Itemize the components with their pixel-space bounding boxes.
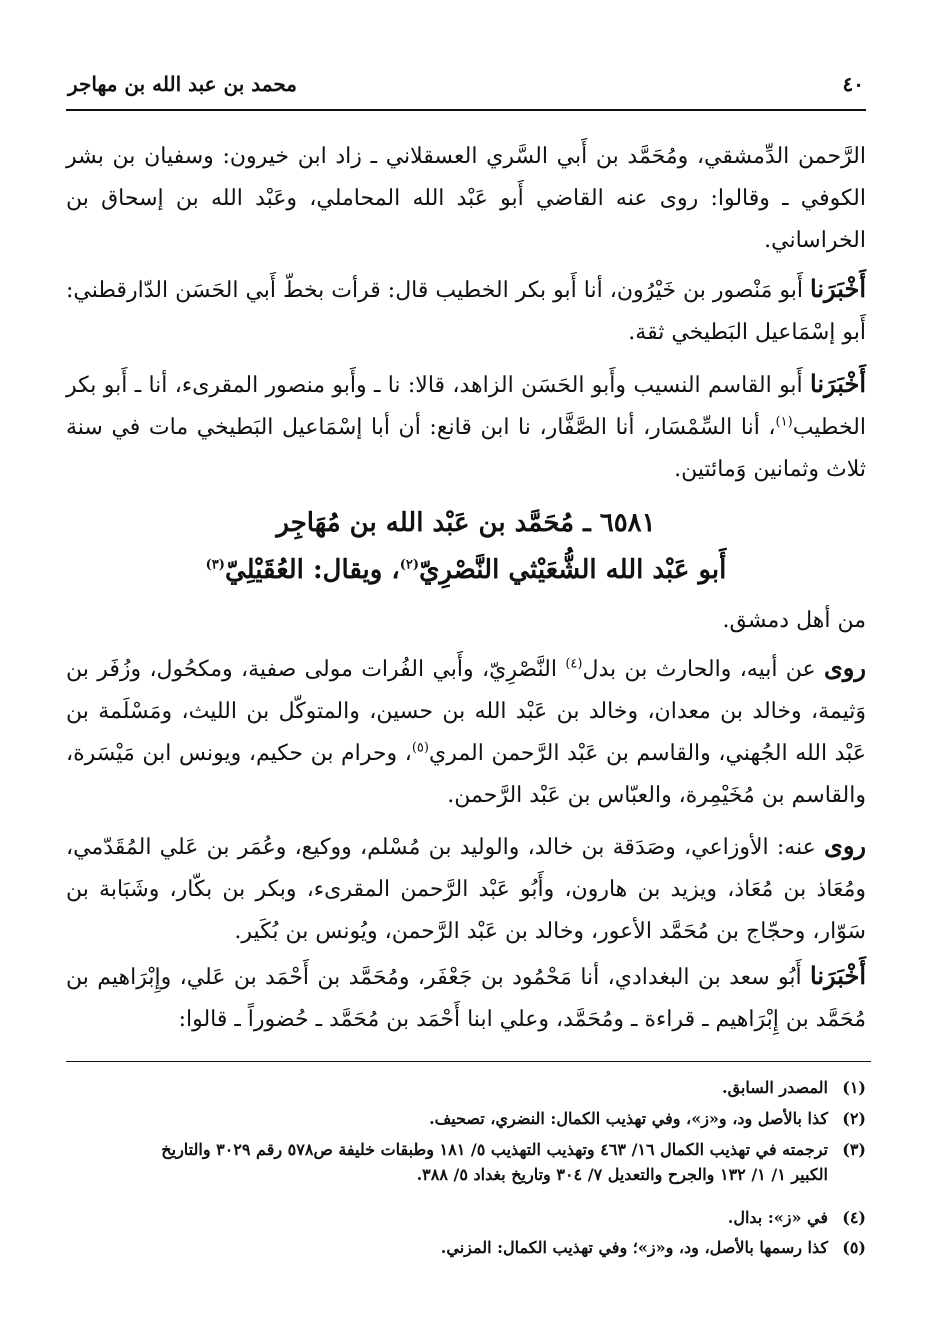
paragraph-7-text: أَبُو سعد بن البغدادي، أنا مَحْمُود بن جَعْفَر، ومُحَمَّد بن أَحْمَد بن عَلي، وإِبْرَاهيم بن مُحَمَّد بن إِبْرَاهيم ـ قراءة ـ ومُحَمَّد، وعلي ابنا أَحْمَد بن مُحَمَّد ـ حُضوراً ـ قالوا: [66,965,866,1032]
paragraph-2-text: أَبو مَنْصور بن خَيْرُون، أنا أَبو بكر الخطيب قال: قرأت بخطّ أَبي الحَسَن الدّارقطني: أَبو إسْمَاعيل البَطيخي ثقة. [66,278,866,345]
footnote-4 [66,1205,866,1230]
footnote-1 [66,1075,866,1100]
paragraph-2 [66,268,866,354]
footnote-text: في «ز»: بدال. [727,1208,828,1227]
paragraph-5-text-b: النَّصْرِيّ، وأَبي الفُرات مولى صفية، ومكحُول، وزُفَر بن وَثيمة، وخالد بن معدان، وخالد بن عَبْد الله بن حسين، والمتوكّل بن الليث، ومَسْلَمة بن عَبْد الله الجُهني، والقاسم بن عَبْد الرَّحمن المري [66,657,866,766]
paragraph-3 [66,363,866,491]
entry-subtitle-a: أَبو عَبْد الله الشُّعَيْثي النَّصْرِيّ [419,555,727,585]
keyword-rawa: روى [824,831,866,860]
footnote-ref-2: (٢) [399,557,420,573]
footnote-number: (٤) [842,1208,866,1227]
footnote-number: (١) [842,1078,866,1097]
header-rule [66,109,866,111]
keyword-rawa: روى [824,653,866,682]
paragraph-6-text: عنه: الأوزاعي، وصَدَقة بن خالد، والوليد بن مُسْلم، ووكيع، وعُمَر بن عَلي المُقَدّمي، ومُعَاذ بن مُعَاذ، ويزيد بن هارون، وأَبُو عَبْد الرَّحمن المقرىء، وبكر بن بكّار، وشَبَابة بن سَوّار، وحجّاج بن مُحَمَّد الأعور، وخالد بن عَبْد الرَّحمن، ويُونس بن بُكَير. [66,835,866,944]
footnote-text: المصدر السابق. [722,1078,828,1097]
paragraph-3-text-a: أَبو القاسم النسيب وأَبو الحَسَن الزاهد، قالا: نا ـ وأَبو منصور المقرىء، أنا ـ أَبو بكر الخطيب [66,373,866,440]
paragraph-3-text-b: ، أنا السِّمْسَار، أنا الصَّفَّار، نا ابن قانع: أن أبا إسْمَاعيل البَطيخي مات في سنة ثلاث وثمانين وَمائتين. [66,415,866,482]
entry-subtitle [66,550,866,590]
entry-subtitle-b: ، ويقال: العُقَيْلِيّ [224,555,400,585]
paragraph-5-text-c: ، وحرام بن حكيم، ويونس ابن مَيْسَرة، والقاسم بن مُخَيْمِرة، والعبّاس بن عَبْد الرَّحمن. [66,741,866,808]
footnote-text: ترجمته في تهذيب الكمال ١٦/ ٤٦٣ وتهذيب التهذيب ٥/ ١٨١ وطبقات خليفة ص٥٧٨ رقم ٣٠٢٩ والتاريخ [161,1140,828,1159]
running-title: محمد بن عبد الله بن مهاجر [68,72,297,96]
keyword-akhbarana: أَخْبَرَنا [810,369,866,398]
footnote-5 [66,1235,866,1260]
paragraph-origin-text: من أهل دمشق. [722,608,866,633]
keyword-akhbarana: أَخْبَرَنا [810,961,866,990]
paragraph-narrated-from [66,647,866,817]
footnote-ref-5: (٥) [411,740,429,756]
footnote-3 [66,1137,866,1187]
entry-title: ٦٥٨١ ـ مُحَمَّد بن عَبْد الله بن مُهَاجِر [276,508,656,538]
footnote-2 [66,1106,866,1131]
paragraph-7 [66,955,866,1041]
footnote-ref-4: (٤) [565,656,583,672]
footnote-text-continued: الكبير ١/ ١/ ١٣٢ والجرح والتعديل ٧/ ٣٠٤ وتاريخ بغداد ٥/ ٣٨٨. [416,1165,828,1184]
page-number: ٤٠ [842,72,864,96]
footnote-number: (٣) [842,1140,866,1159]
footnote-number: (٥) [842,1238,866,1257]
footnote-text: كذا رسمها بالأصل، ود، و«ز»؛ وفي تهذيب الكمال: المزني. [440,1238,828,1257]
footnote-rule [66,1061,871,1062]
paragraph-narrated-by [66,825,866,953]
footnote-number: (٢) [842,1109,866,1128]
paragraph-origin [66,600,866,642]
paragraph-1 [66,136,866,262]
footnote-ref-1: (١) [775,414,793,430]
paragraph-1-text: الرَّحمن الدِّمشقي، ومُحَمَّد بن أَبي السَّري العسقلاني ـ زاد ابن خيرون: وسفيان بن بشر الكوفي ـ وقالوا: روى عنه القاضي أَبو عَبْد الله المحاملي، وعَبْد الله بن إسحاق بن الخراساني. [66,144,866,253]
footnote-ref-3: (٣) [205,557,225,573]
keyword-akhbarana: أَخْبَرَنا [810,274,866,303]
paragraph-5-text-a: عن أبيه، والحارث بن بدل [582,657,825,682]
footnote-text: كذا بالأصل ود، و«ز»، وفي تهذيب الكمال: النضري، تصحيف. [429,1109,828,1128]
